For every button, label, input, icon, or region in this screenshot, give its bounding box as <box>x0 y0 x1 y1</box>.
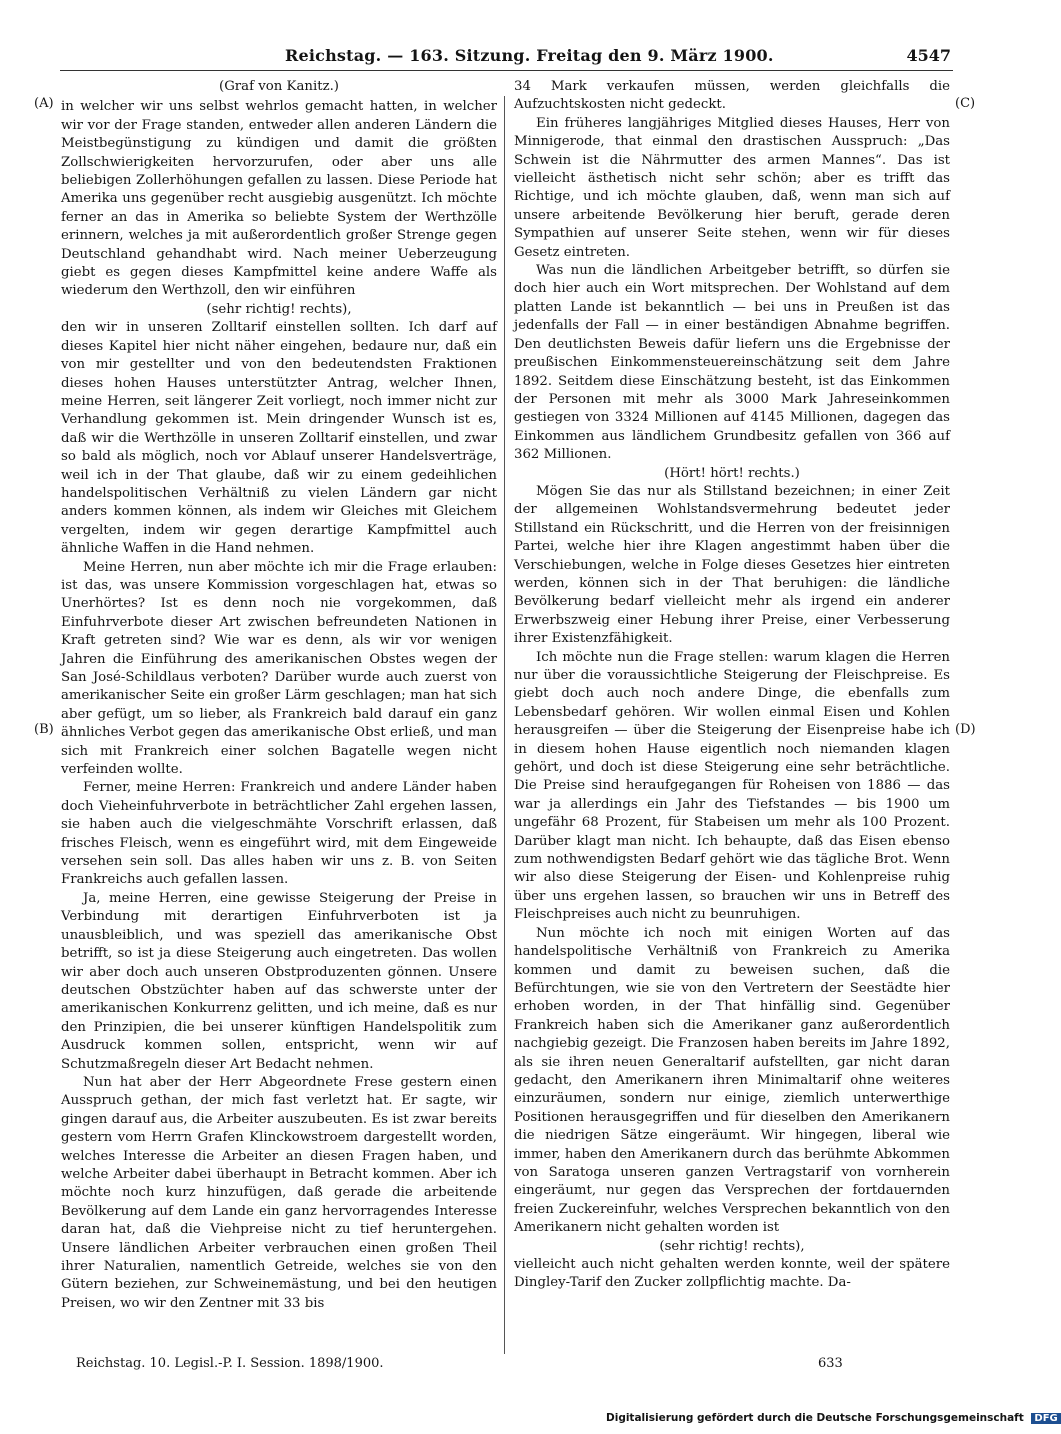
paragraph: Nun hat aber der Herr Abgeordnete Frese gestern einen Ausspruch gethan, der mich fast verletzt hat. Er sagte, wir gingen darauf aus, die Arbeiter auszubeuten. Es ist zwar bereits gestern vom Herrn Grafen Klinckowstroem dargestellt worden, welches Interesse die Arbeiter an diesen Fragen haben, und welche Arbeiter dabei überhaupt in Betracht kommen. Aber ich möchte noch kurz hinzufügen, daß gerade die arbeitende Bevölkerung auf dem Lande ein ganz hervorragendes Interesse daran hat, daß die Viehpreise nicht zu tief heruntergehen. Unsere ländlichen Arbeiter verbrauchen einen großen Theil ihrer Naturalien, namentlich Getreide, welches sie von den Gütern beziehen, zur Schweinemästung, und bei den heutigen Preisen, wo wir den Zentner mit 33 bis <box>61 1074 497 1311</box>
interjection: (Hört! hört! rechts.) <box>664 465 800 481</box>
paragraph: Ja, meine Herren, eine gewisse Steigerung der Preise in Verbindung mit derartigen Einfuhrverboten ist ja unausbleiblich, und was speziell das amerikanische Obst betrifft, so ist ja diese Steigerung auch eingetreten. Das wollen wir aber doch auch unseren Obstproduzenten gönnen. Unsere deutschen Obstzüchter haben auf das schwerste unter der amerikanischen Konkurrenz gelitten, und ich meine, daß es nur den Prinzipien, die bei unserer künftigen Handelspolitik zum Ausdruck kommen sollen, entspricht, wenn wir auf Schutzmaßregeln dieser Art Bedacht nehmen. <box>61 890 497 1072</box>
interjection: (sehr richtig! rechts), <box>206 301 352 317</box>
paragraph: Meine Herren, nun aber möchte ich mir die Frage erlauben: ist das, was unsere Kommission vorgeschlagen hat, etwas so Unerhörtes? Ist es denn noch nie vorgekommen, daß Einfuhrverbote dieser Art zwischen befreundeten Nationen in Kraft getreten sind? Wie war es denn, als wir vor wenigen Jahren die Einführung des amerikanischen Obstes wegen der San José-Schildlaus verboten? Darüber wurde auch zuerst von amerikanischer Seite ein großer Lärm geschlagen; man hat sich aber gefügt, um so lieber, als Frankreich bald darauf ein ganz ähnliches Verbot gegen das amerikanische Obst erließ, und man sich mit Frankreich einer solchen Bagatelle wegen nicht verfeinden wollte. <box>61 559 497 778</box>
margin-label-a: (A) <box>34 96 54 111</box>
left-column <box>61 78 497 1354</box>
interjection: (sehr richtig! rechts), <box>659 1238 805 1254</box>
footer-session-info: Reichstag. 10. Legisl.-P. I. Session. 1898/1900. <box>76 1356 384 1371</box>
page-number: 4547 <box>906 46 951 65</box>
paragraph: Nun möchte ich noch mit einigen Worten auf das handelspolitische Verhältniß von Frankreich zu Amerika kommen und damit zu beweisen suchen, daß die Befürchtungen, wie sie von den Vertretern der Seestädte hier erhoben worden, in der That hinfällig sind. Gegenüber Frankreich haben sich die Amerikaner ganz außerordentlich nachgiebig gezeigt. Die Franzosen haben bereits im Jahre 1892, als sie ihren neuen Generaltarif aufstellten, gar nicht daran gedacht, den Amerikanern ihren Minimaltarif ohne weiteres einzuräumen, sondern nur einige, ziemlich unterwerthige Positionen herausgegriffen und für dieselben den Amerikanern die niedrigen Sätze eingeräumt. Wir hingegen, liberal wie immer, haben den Amerikanern durch das berühmte Abkommen von Saratoga unseren ganzen Vertragstarif von vornherein eingeräumt, nur gegen das Versprechen der fortdauernden freien Zuckereinfuhr, welches Versprechen bekanntlich von den Amerikanern nicht gehalten worden ist <box>514 925 950 1236</box>
paragraph: Ein früheres langjähriges Mitglied dieses Hauses, Herr von Minnigerode, that einmal den drastischen Ausspruch: „Das Schwein ist die Nährmutter des armen Mannes“. Das ist vielleicht ästhetisch nicht sehr schön; aber es trifft das Richtige, und ich möchte glauben, daß, wenn man sich auf unsere arbeitende Bevölkerung hier beruft, gerade deren Sympathien auf unserer Seite stehen, wenn wir für dieses Gesetz eintreten. <box>514 115 950 260</box>
sheet-signature: 633 <box>818 1356 843 1371</box>
paragraph: Mögen Sie das nur als Stillstand bezeichnen; in einer Zeit der allgemeinen Wohlstandsvermehrung bedeutet jeder Stillstand ein Rückschritt, und die Herren von der freisinnigen Partei, welche hier ihre Klagen angestimmt haben über die Verschiebungen, welche in Folge dieses Gesetzes hier eintreten werden, können sich in der That beruhigen: die ländliche Bevölkerung bedarf vielleicht mehr als irgend ein anderer Erwerbszweig einer Hebung ihrer Preise, einer Verbesserung ihrer Existenzfähigkeit. <box>514 483 950 647</box>
speaker-label: (Graf von Kanitz.) <box>219 79 339 94</box>
dfg-logo: DFG <box>1031 1413 1060 1424</box>
column-divider <box>504 96 505 1354</box>
digitization-credit <box>606 1412 1061 1424</box>
right-column <box>514 78 950 1354</box>
paragraph: vielleicht auch nicht gehalten werden konnte, weil der spätere Dingley-Tarif den Zucker zollpflichtig machte. Da- <box>514 1257 950 1291</box>
margin-label-d: (D) <box>955 722 976 737</box>
credit-text: Digitalisierung gefördert durch die Deutsche Forschungsgemeinschaft <box>606 1412 1024 1424</box>
paragraph: Ich möchte nun die Frage stellen: warum klagen die Herren nur über die voraussichtliche Steigerung der Fleischpreise. Es giebt doch auch noch andere Dinge, die ebenfalls zum Lebensbedarf gehören. Wir wollen einmal Eisen und Kohlen herausgreifen — über die Steigerung der Eisenpreise habe ich in diesem hohen Hause eigentlich noch niemanden klagen gehört, und doch ist diese Steigerung eine sehr beträchtliche. Die Preise sind heraufgegangen für Roheisen von 1886 — das war ja allerdings ein Jahr des Tiefstandes — bis 1900 um ungefähr 68 Prozent, für Stabeisen um mehr als 100 Prozent. Darüber klagt man nicht. Ich behaupte, daß das Eisen ebenso zum nothwendigsten Bedarf gehört wie das tägliche Brot. Wenn wir also diese Steigerung der Eisen- und Kohlenpreise ruhig über uns ergehen lassen, so brauchen wir uns in Betreff des Fleischpreises auch nicht zu beunruhigen. <box>514 649 950 923</box>
margin-label-b: (B) <box>34 722 54 737</box>
paragraph: Was nun die ländlichen Arbeitgeber betrifft, so dürfen sie doch hier auch ein Wort mitsprechen. Der Wohlstand auf dem platten Lande ist bekanntlich — bei uns in Preußen ist das jedenfalls der Fall — in einer beständigen Abnahme begriffen. Den deutlichsten Beweis dafür liefern uns die Ergebnisse der preußischen Einkommensteuereinschätzung seit dem Jahre 1892. Seitdem diese Einschätzung besteht, ist das Einkommen der Personen mit mehr als 3000 Mark Jahreseinkommen gestiegen von 3324 Millionen auf 4145 Millionen, dagegen das Einkommen aus ländlichem Grundbesitz gefallen von 366 auf 362 Millionen. <box>514 263 950 463</box>
running-header <box>60 44 953 71</box>
paragraph: Ferner, meine Herren: Frankreich und andere Länder haben doch Vieheinfuhrverbote in beträchtlicher Zahl ergehen lassen, sie haben auch die vielgeschmähte Vorschrift erlassen, daß frisches Fleisch, wenn es eingeführt wird, mit dem Eingeweide versehen sein soll. Das alles haben wir uns z. B. von Seiten Frankreichs auch gefallen lassen. <box>61 780 497 888</box>
margin-label-c: (C) <box>955 96 976 111</box>
paragraph: den wir in unseren Zolltarif einstellen sollten. Ich darf auf dieses Kapitel hier nicht näher eingehen, bedaure nur, daß ein von mir gestellter und von den bedeutendsten Fraktionen dieses hohen Hauses unterstützter Antrag, welcher Ihnen, meine Herren, seit längerer Zeit vorliegt, noch immer nicht zur Verhandlung gekommen ist. Mein dringender Wunsch ist es, daß wir die Werthzölle in unseren Zolltarif einstellen, und zwar so bald als möglich, noch vor Ablauf unserer Handelsverträge, weil ich in der That glaube, daß wir zu einem gedeihlichen handelspolitischen Verhältniß zu vielen Ländern gar nicht anders kommen können, als indem wir Gleiches mit Gleichem vergelten, indem wir gegen derartige Kampfmittel auch ähnliche Waffen in die Hand nehmen. <box>61 320 497 557</box>
paragraph: 34 Mark verkaufen müssen, werden gleichfalls die Aufzuchtskosten nicht gedeckt. <box>514 79 950 113</box>
header-title: Reichstag. — 163. Sitzung. Freitag den 9. März 1900. <box>285 46 774 65</box>
paragraph: in welcher wir uns selbst wehrlos gemacht hatten, in welcher wir vor der Frage standen, entweder allen anderen Ländern die Meistbegünstigung zu kündigen und damit die größten Zollschwierigkeiten hervorzurufen, oder aber uns alle beliebigen Zollerhöhungen gefallen zu lassen. Diese Periode hat Amerika uns gegenüber recht ausgiebig ausgenützt. Ich möchte ferner an das in Amerika so beliebte System der Werthzölle erinnern, welches ja mit außerordentlich großer Strenge gegen Deutschland gehandhabt wird. Nach meiner Ueberzeugung giebt es gegen dieses Kampfmittel keine andere Waffe als wiederum den Werthzoll, den wir einführen <box>61 99 497 299</box>
